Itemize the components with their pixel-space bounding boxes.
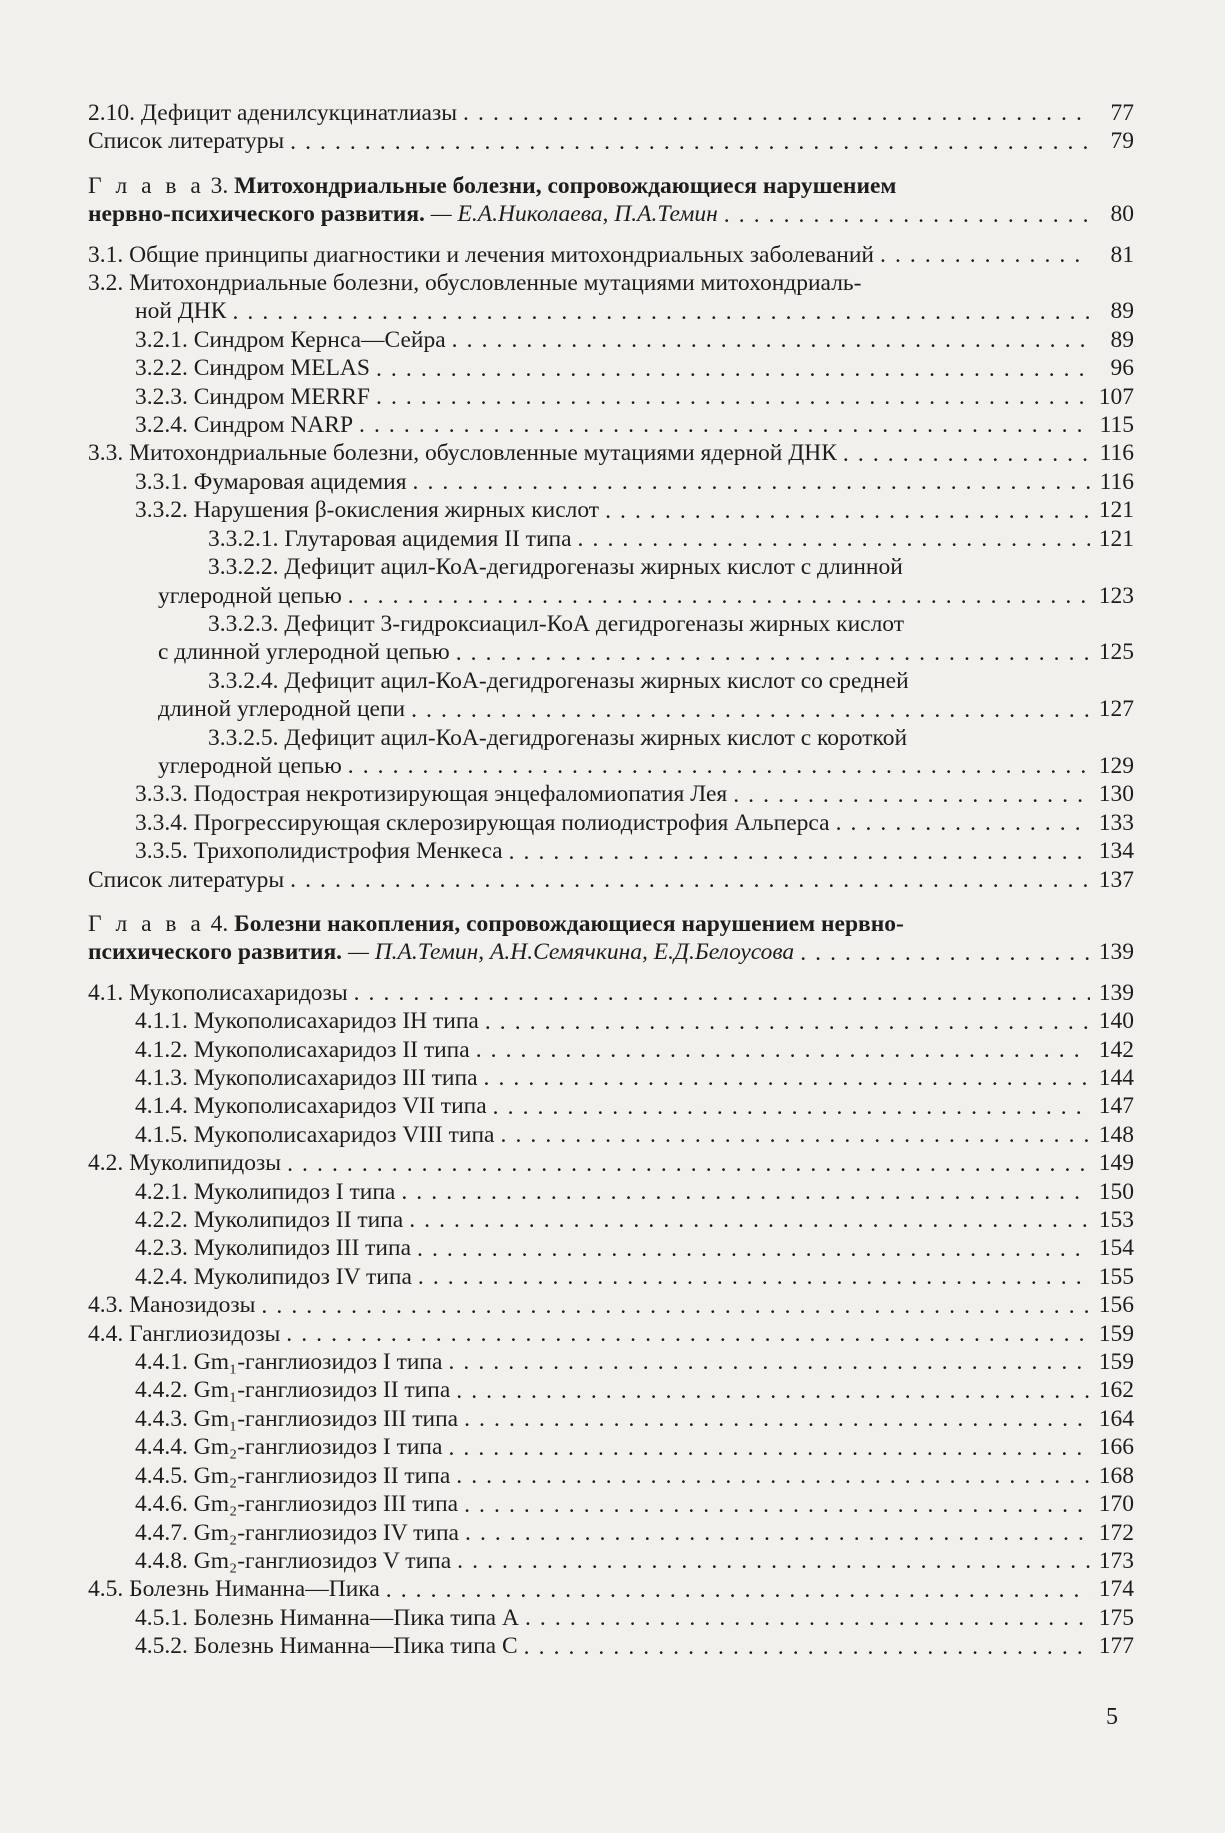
chapter-title-cont: психического развития. xyxy=(88,939,343,966)
toc-entry-page: 168 xyxy=(1098,1462,1134,1489)
toc-entry xyxy=(88,1007,1134,1035)
toc-entry xyxy=(88,667,1134,695)
toc-entry-page: 115 xyxy=(1099,412,1134,439)
toc-entry-page: 159 xyxy=(1098,1320,1134,1347)
chapter-3-entries xyxy=(88,241,1134,894)
toc-leader-dots xyxy=(287,1150,1090,1178)
toc-entry-title: 4.5.2. Болезнь Ниманна—Пика типа С xyxy=(135,1633,518,1660)
toc-entry xyxy=(88,269,1134,297)
chapter-label: Г л а в а xyxy=(88,910,205,937)
toc-entry xyxy=(88,127,1134,155)
toc-entry-page: 162 xyxy=(1098,1377,1134,1404)
toc-leader-dots xyxy=(493,1093,1090,1121)
toc-entry-page: 172 xyxy=(1098,1519,1134,1546)
toc-entry xyxy=(88,837,1134,865)
toc-top-list xyxy=(88,99,1134,156)
toc-leader-dots xyxy=(286,1320,1090,1348)
toc-entry-page: 142 xyxy=(1098,1036,1134,1063)
table-of-contents xyxy=(88,99,1134,1661)
chapter-title: Митохондриальные болезни, сопровождающиеся нарушением xyxy=(234,172,897,199)
toc-entry xyxy=(88,496,1134,524)
toc-entry-page: 164 xyxy=(1098,1405,1134,1432)
toc-entry-title: 4.1.4. Мукополисахаридоз VII типа xyxy=(135,1093,487,1120)
toc-entry-title: 3.3.1. Фумаровая ацидемия xyxy=(135,468,407,495)
toc-entry-title: 3.2.3. Синдром MERRF xyxy=(135,383,370,410)
toc-leader-dots xyxy=(476,1036,1090,1064)
toc-entry xyxy=(88,468,1134,496)
toc-entry xyxy=(88,695,1134,723)
toc-entry xyxy=(88,1263,1134,1291)
toc-leader-dots xyxy=(484,1064,1090,1092)
toc-leader-dots xyxy=(456,1377,1090,1405)
toc-entry xyxy=(88,1547,1134,1575)
toc-entry xyxy=(88,411,1134,439)
toc-entry xyxy=(88,439,1134,467)
toc-leader-dots xyxy=(457,1547,1090,1575)
toc-leader-dots xyxy=(409,1206,1090,1234)
toc-leader-dots xyxy=(452,326,1090,354)
chapter-title: Болезни накопления, сопровождающиеся нарушением нервно- xyxy=(234,910,904,937)
toc-leader-dots xyxy=(448,1348,1090,1376)
toc-entry-page: 170 xyxy=(1098,1491,1134,1518)
chapter-3-title-line xyxy=(88,200,1134,228)
toc-entry-page: 134 xyxy=(1098,838,1134,865)
toc-entry-page: 125 xyxy=(1098,639,1134,666)
toc-entry-title: 4.2.1. Муколипидоз I типа xyxy=(135,1178,396,1205)
toc-entry xyxy=(88,1519,1134,1547)
toc-entry-page: 139 xyxy=(1098,979,1134,1006)
toc-entry-page: 89 xyxy=(1110,298,1134,325)
toc-entry xyxy=(88,1036,1134,1064)
toc-entry xyxy=(88,1376,1134,1404)
toc-leader-dots xyxy=(261,1292,1090,1320)
toc-leader-dots xyxy=(501,1121,1091,1149)
toc-entry xyxy=(88,1462,1134,1490)
toc-entry-page: 159 xyxy=(1098,1349,1134,1376)
toc-entry-title: 4.4.1. Gm₁-ганглиозидоз I типа xyxy=(135,1349,443,1376)
toc-entry xyxy=(88,809,1134,837)
toc-leader-dots xyxy=(290,866,1090,894)
toc-entry xyxy=(88,979,1134,1007)
chapter-4-title-line xyxy=(88,938,1134,966)
toc-entry-title: с длинной углеродной цепью xyxy=(158,639,450,666)
toc-entry-title: 4.2. Муколипидозы xyxy=(88,1150,282,1177)
toc-leader-dots xyxy=(880,241,1090,269)
toc-entry-page: 148 xyxy=(1098,1121,1134,1148)
toc-leader-dots xyxy=(413,468,1090,496)
toc-leader-dots xyxy=(578,525,1090,553)
page-number: 5 xyxy=(1106,1704,1118,1730)
toc-entry-title: 3.3.5. Трихополидистрофия Менкеса xyxy=(135,838,503,865)
toc-leader-dots xyxy=(605,497,1090,525)
toc-entry-page: 116 xyxy=(1099,440,1134,467)
toc-leader-dots xyxy=(376,383,1090,411)
toc-leader-dots xyxy=(485,1008,1090,1036)
toc-entry-title: 2.10. Дефицит аденилсукцинатлиазы xyxy=(88,100,458,126)
toc-entry-page: 174 xyxy=(1098,1576,1134,1603)
toc-entry xyxy=(88,1092,1134,1120)
chapter-page: 80 xyxy=(1110,201,1134,228)
toc-entry-page: 140 xyxy=(1098,1008,1134,1035)
toc-entry xyxy=(88,780,1134,808)
toc-entry-page: 107 xyxy=(1098,383,1134,410)
toc-entry xyxy=(88,1604,1134,1632)
toc-leader-dots xyxy=(463,99,1090,127)
toc-entry-page: 155 xyxy=(1098,1263,1134,1290)
chapter-title-cont: нервно-психического развития. xyxy=(88,201,425,228)
toc-entry xyxy=(88,1178,1134,1206)
toc-leader-dots xyxy=(464,1405,1090,1433)
toc-entry-title: ной ДНК xyxy=(135,298,227,325)
toc-entry-title: 4.2.4. Муколипидоз IV типа xyxy=(135,1263,412,1290)
toc-entry-title: 4.3. Манозидозы xyxy=(88,1292,256,1319)
toc-entry-page: 121 xyxy=(1098,525,1134,552)
toc-entry-title: 3.3.2.4. Дефицит ацил-КоА-дегидрогеназы жирных кислот со средней xyxy=(208,667,909,694)
toc-entry-page: 154 xyxy=(1098,1235,1134,1262)
toc-entry-page: 81 xyxy=(1110,241,1134,268)
toc-leader-dots xyxy=(417,1235,1090,1263)
toc-entry-page: 175 xyxy=(1098,1604,1134,1631)
toc-leader-dots xyxy=(464,1491,1090,1519)
toc-entry-title: 3.2.4. Синдром NARP xyxy=(135,412,354,439)
toc-leader-dots xyxy=(401,1178,1090,1206)
toc-leader-dots xyxy=(456,639,1090,667)
toc-entry-title: углеродной цепью xyxy=(158,752,342,779)
toc-entry-title: 4.5. Болезнь Ниманна—Пика xyxy=(88,1576,380,1603)
toc-entry-title: 4.4.8. Gm₂-ганглиозидоз V типа xyxy=(135,1547,452,1574)
toc-entry-page: 79 xyxy=(1110,128,1134,155)
toc-leader-dots xyxy=(524,1633,1090,1661)
toc-entry xyxy=(88,638,1134,666)
chapter-4-heading xyxy=(88,910,1134,967)
toc-leader-dots xyxy=(733,781,1090,809)
toc-entry xyxy=(88,1149,1134,1177)
toc-entry xyxy=(88,582,1134,610)
toc-entry xyxy=(88,752,1134,780)
chapter-number: 4. xyxy=(210,910,229,937)
chapter-authors: — Е.А.Николаева, П.А.Темин xyxy=(430,201,718,228)
toc-leader-dots xyxy=(836,809,1090,837)
toc-entry-page: 89 xyxy=(1110,326,1134,353)
toc-entry-page: 133 xyxy=(1098,809,1134,836)
toc-entry-title: 3.3. Митохондриальные болезни, обусловленные мутациями ядерной ДНК xyxy=(88,440,837,467)
toc-entry xyxy=(88,1490,1134,1518)
toc-leader-dots xyxy=(509,838,1090,866)
toc-entry-title: 4.4.2. Gm₁-ганглиозидоз II типа xyxy=(135,1377,451,1404)
toc-entry-page: 149 xyxy=(1098,1150,1134,1177)
toc-entry-title: 4.4. Ганглиозидозы xyxy=(88,1320,281,1347)
toc-entry-title: 3.3.2.5. Дефицит ацил-КоА-дегидрогеназы жирных кислот с короткой xyxy=(208,724,908,751)
toc-leader-dots xyxy=(525,1604,1090,1632)
toc-leader-dots xyxy=(843,440,1090,468)
toc-entry xyxy=(88,1291,1134,1319)
toc-entry-page: 77 xyxy=(1110,100,1134,126)
toc-entry xyxy=(88,1575,1134,1603)
chapter-page: 139 xyxy=(1098,939,1134,966)
toc-entry xyxy=(88,1234,1134,1262)
toc-entry xyxy=(88,1348,1134,1376)
toc-entry-page: 121 xyxy=(1098,497,1134,524)
toc-entry-page: 153 xyxy=(1098,1207,1134,1234)
toc-entry-title: 4.1.1. Мукополисахаридоз IH типа xyxy=(135,1008,479,1035)
toc-leader-dots xyxy=(465,1519,1090,1547)
toc-entry-page: 173 xyxy=(1098,1547,1134,1574)
toc-entry-title: 3.3.3. Подострая некротизирующая энцефаломиопатия Лея xyxy=(135,781,728,808)
toc-entry-page: 137 xyxy=(1098,866,1134,893)
toc-leader-dots xyxy=(232,298,1090,326)
toc-entry-page: 144 xyxy=(1098,1065,1134,1091)
toc-entry-page: 177 xyxy=(1098,1633,1134,1660)
toc-entry-page: 130 xyxy=(1098,781,1134,808)
toc-entry-title: 3.2.2. Синдром MELAS xyxy=(135,355,370,382)
chapter-number: 3. xyxy=(210,172,229,199)
toc-entry-title: 4.4.7. Gm₂-ганглиозидоз IV типа xyxy=(135,1519,459,1546)
toc-entry-title: 4.2.2. Муколипидоз II типа xyxy=(135,1207,404,1234)
toc-entry-page: 123 xyxy=(1098,582,1134,609)
toc-entry-title: 4.4.3. Gm₁-ганглиозидоз III типа xyxy=(135,1405,459,1432)
toc-entry-title: 3.2. Митохондриальные болезни, обусловленные мутациями митохондриаль- xyxy=(88,270,862,297)
toc-leader-dots xyxy=(348,582,1090,610)
toc-entry xyxy=(88,866,1134,894)
toc-entry xyxy=(88,1320,1134,1348)
toc-entry-title: 4.4.6. Gm₂-ганглиозидоз III типа xyxy=(135,1491,459,1518)
toc-entry-title: 4.1. Мукополисахаридозы xyxy=(88,979,348,1006)
toc-entry-title: 3.3.2. Нарушения β-окисления жирных кислот xyxy=(135,497,600,524)
toc-entry xyxy=(88,354,1134,382)
toc-entry-page: 156 xyxy=(1098,1292,1134,1319)
toc-leader-dots xyxy=(376,355,1090,383)
toc-leader-dots xyxy=(448,1434,1090,1462)
toc-entry-title: 3.3.2.2. Дефицит ацил-КоА-дегидрогеназы жирных кислот с длинной xyxy=(208,554,903,581)
toc-entry xyxy=(88,383,1134,411)
toc-entry xyxy=(88,1405,1134,1433)
toc-leader-dots xyxy=(386,1576,1090,1604)
toc-leader-dots xyxy=(348,752,1090,780)
toc-entry-title: 4.1.2. Мукополисахаридоз II типа xyxy=(135,1036,470,1063)
toc-entry-title: 3.3.2.3. Дефицит 3-гидроксиацил-КоА дегидрогеназы жирных кислот xyxy=(208,610,905,637)
chapter-label: Г л а в а xyxy=(88,172,205,199)
toc-entry-page: 150 xyxy=(1098,1178,1134,1205)
toc-entry xyxy=(88,297,1134,325)
toc-entry xyxy=(88,241,1134,269)
toc-leader-dots xyxy=(354,979,1090,1007)
toc-entry-page: 96 xyxy=(1110,355,1134,382)
toc-entry xyxy=(88,1064,1134,1092)
chapter-3-heading xyxy=(88,172,1134,229)
toc-entry xyxy=(88,1206,1134,1234)
toc-entry-title: Список литературы xyxy=(88,866,285,893)
toc-entry-page: 147 xyxy=(1098,1093,1134,1120)
toc-leader-dots xyxy=(456,1462,1090,1490)
toc-entry-title: 3.3.4. Прогрессирующая склерозирующая полиодистрофия Альперса xyxy=(135,809,830,836)
toc-entry-title: 4.4.4. Gm₂-ганглиозидоз I типа xyxy=(135,1434,443,1461)
toc-leader-dots xyxy=(411,696,1090,724)
toc-entry-page: 129 xyxy=(1098,752,1134,779)
toc-entry xyxy=(88,724,1134,752)
toc-entry xyxy=(88,1433,1134,1461)
toc-leader-dots xyxy=(359,411,1090,439)
toc-entry xyxy=(88,1632,1134,1660)
toc-entry xyxy=(88,326,1134,354)
toc-entry-title: углеродной цепью xyxy=(158,582,342,609)
toc-entry-title: Список литературы xyxy=(88,128,285,155)
toc-entry xyxy=(88,525,1134,553)
toc-entry-page: 116 xyxy=(1099,468,1134,495)
toc-entry-title: 3.2.1. Синдром Кернса—Сейра xyxy=(135,326,446,353)
toc-entry xyxy=(88,99,1134,127)
chapter-authors: — П.А.Темин, А.Н.Семячкина, Е.Д.Белоусова xyxy=(347,939,795,966)
toc-entry-page: 127 xyxy=(1098,696,1134,723)
toc-entry-title: 4.1.3. Мукополисахаридоз III типа xyxy=(135,1065,478,1091)
toc-entry-title: длиной углеродной цепи xyxy=(158,696,406,723)
toc-entry-title: 4.4.5. Gm₂-ганглиозидоз II типа xyxy=(135,1462,451,1489)
toc-entry-page: 166 xyxy=(1098,1434,1134,1461)
toc-entry-title: 4.2.3. Муколипидоз III типа xyxy=(135,1235,411,1262)
toc-entry-title: 3.1. Общие принципы диагностики и лечения митохондриальных заболеваний xyxy=(88,241,874,268)
toc-entry-title: 4.5.1. Болезнь Ниманна—Пика типа А xyxy=(135,1604,519,1631)
toc-entry-title: 3.3.2.1. Глутаровая ацидемия II типа xyxy=(208,525,572,552)
chapter-4-entries xyxy=(88,979,1134,1661)
toc-entry xyxy=(88,1121,1134,1149)
toc-entry xyxy=(88,610,1134,638)
toc-entry xyxy=(88,553,1134,581)
toc-entry-title: 4.1.5. Мукополисахаридоз VIII типа xyxy=(135,1121,495,1148)
toc-leader-dots xyxy=(418,1263,1090,1291)
toc-leader-dots xyxy=(290,128,1090,156)
